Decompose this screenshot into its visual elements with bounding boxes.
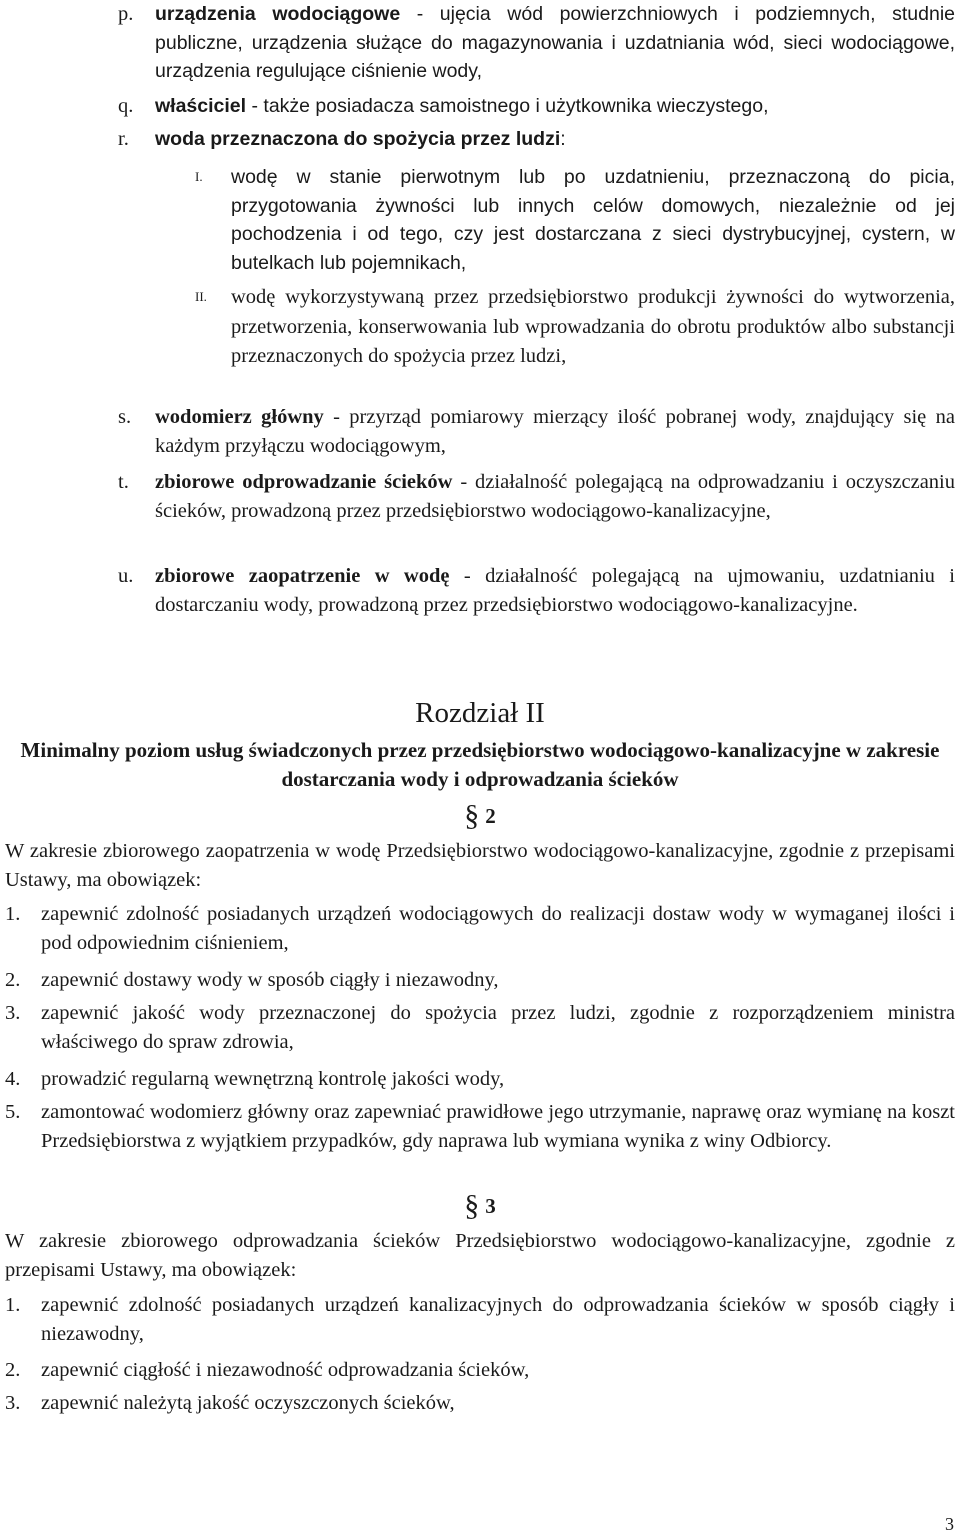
definition-marker: t. <box>118 471 129 493</box>
definition-marker: u. <box>118 565 134 587</box>
section-3-item-1 <box>0 1291 960 1348</box>
section-heading-3 <box>0 1191 960 1221</box>
list-marker: 2. <box>5 1359 21 1381</box>
definition-text <box>155 468 955 525</box>
definition-u <box>0 562 960 619</box>
section-heading-2 <box>0 801 960 831</box>
definition-text <box>155 125 955 154</box>
definition-text <box>155 403 955 460</box>
definition-description: - przyrząd pomiarowy mierzący ilość pobranej wody, znajdujący się na każdym przyłączu wodociągowym, <box>155 406 955 457</box>
list-marker: 5. <box>5 1101 21 1123</box>
list-marker: 1. <box>5 1294 21 1316</box>
list-item-text: zapewnić dostawy wody w sposób ciągły i niezawodny, <box>41 969 499 991</box>
section-3-item-2 <box>0 1356 960 1385</box>
definition-q <box>0 92 960 121</box>
section-number: 3 <box>485 1194 496 1218</box>
definition-term: właściciel <box>155 95 247 117</box>
definition-marker: q. <box>118 95 134 117</box>
definition-description: - działalność polegającą na odprowadzaniu i oczyszczaniu ścieków, prowadzoną przez przedsiębiorstwo wodociągowo-kanalizacyjne, <box>155 471 955 522</box>
definition-term: zbiorowe odprowadzanie ścieków <box>155 471 453 493</box>
definition-term: wodomierz główny <box>155 406 324 428</box>
definition-text <box>155 562 955 619</box>
section-2-item-3 <box>0 999 960 1056</box>
list-marker: 1. <box>5 903 21 925</box>
section-2-item-1 <box>0 900 960 957</box>
definition-description: - działalność polegającą na ujmowaniu, uzdatnianiu i dostarczaniu wody, prowadzoną przez przedsiębiorstwo wodociągowo-kanalizacyjne. <box>155 565 955 616</box>
roman-marker: I. <box>195 169 203 184</box>
definition-marker: p. <box>118 3 134 25</box>
section-2-item-5 <box>0 1098 960 1155</box>
list-marker: 4. <box>5 1068 21 1090</box>
section-3-intro: W zakresie zbiorowego odprowadzania ścieków Przedsiębiorstwo wodociągowo-kanalizacyjne, zgodnie z przepisami Ustawy, ma obowiązek: <box>5 1230 955 1281</box>
definition-term: urządzenia wodociągowe <box>155 3 401 25</box>
definition-text <box>155 92 955 121</box>
definition-description: : <box>560 128 566 150</box>
definition-description: - ujęcia wód powierzchniowych i podziemnych, studnie publiczne, urządzenia służące do magazynowania i uzdatniania wód, sieci wodociągowe, urządzenia regulujące ciśnienie wody, <box>155 3 955 82</box>
roman-marker: II. <box>195 289 207 304</box>
list-item-text: zapewnić jakość wody przeznaczonej do spożycia przez ludzi, zgodnie z rozporządzeniem ministra właściwego do spraw zdrowia, <box>41 1002 955 1053</box>
list-item-text: zapewnić zdolność posiadanych urządzeń kanalizacyjnych do odprowadzania ścieków w sposób ciągły i niezawodny, <box>41 1294 955 1345</box>
list-item-text: zapewnić należytą jakość oczyszczonych ścieków, <box>41 1392 455 1414</box>
definition-r <box>0 125 960 154</box>
section-symbol: § <box>464 1189 480 1222</box>
section-symbol: § <box>464 799 480 832</box>
section-2-item-2 <box>0 966 960 995</box>
definition-marker: s. <box>118 406 132 428</box>
definition-marker: r. <box>118 128 129 150</box>
section-2-intro: W zakresie zbiorowego zaopatrzenia w wodę Przedsiębiorstwo wodociągowo-kanalizacyjne, zgodnie z przepisami Ustawy, ma obowiązek: <box>5 840 955 891</box>
definition-r-sub-1 <box>0 163 960 277</box>
section-number: 2 <box>485 804 496 828</box>
list-marker: 3. <box>5 1002 21 1024</box>
roman-text: wodę wykorzystywaną przez przedsiębiorstwo produkcji żywności do wytworzenia, przetworzenia, konserwowania lub wprowadzania do obrotu produktów albo substancji przeznaczonych do spożycia przez ludzi, <box>231 286 955 367</box>
list-item-text: zapewnić ciągłość i niezawodność odprowadzania ścieków, <box>41 1359 530 1381</box>
definition-description: - także posiadacza samoistnego i użytkownika wieczystego, <box>246 95 769 117</box>
definition-s <box>0 403 960 460</box>
list-item-text: zamontować wodomierz główny oraz zapewniać prawidłowe jego utrzymanie, naprawę oraz wymianę na koszt Przedsiębiorstwa z wyjątkiem przypadków, gdy naprawa lub wymiana wynika z winy Odbiorcy. <box>41 1101 955 1152</box>
list-marker: 3. <box>5 1392 21 1414</box>
list-item-text: zapewnić zdolność posiadanych urządzeń wodociągowych do realizacji dostaw wody w wymaganej ilości i pod odpowiednim ciśnieniem, <box>41 903 955 954</box>
definition-term: woda przeznaczona do spożycia przez ludzi <box>155 128 561 150</box>
roman-text: wodę w stanie pierwotnym lub po uzdatnieniu, przeznaczoną do picia, przygotowania żywności lub innych celów domowych, niezależnie od jej pochodzenia i od tego, czy jest dostarczana z sieci dystrybucyjnej, cystern, w butelkach lub pojemnikach, <box>231 166 955 274</box>
page-number: 3 <box>945 1514 954 1534</box>
definition-r-sub-2 <box>0 283 960 372</box>
list-item-text: prowadzić regularną wewnętrzną kontrolę jakości wody, <box>41 1068 505 1090</box>
definition-term: zbiorowe zaopatrzenie w wodę <box>155 565 450 587</box>
chapter-title: Rozdział II <box>415 697 545 729</box>
list-marker: 2. <box>5 969 21 991</box>
definition-p <box>0 0 960 86</box>
section-2-item-4 <box>0 1065 960 1094</box>
section-3-item-3 <box>0 1389 960 1418</box>
definition-t <box>0 468 960 525</box>
chapter-subtitle: Minimalny poziom usług świadczonych przez przedsiębiorstwo wodociągowo-kanalizacyjne w zakresie dostarczania wody i odprowadzania ścieków <box>20 738 940 791</box>
definition-text <box>155 0 955 86</box>
